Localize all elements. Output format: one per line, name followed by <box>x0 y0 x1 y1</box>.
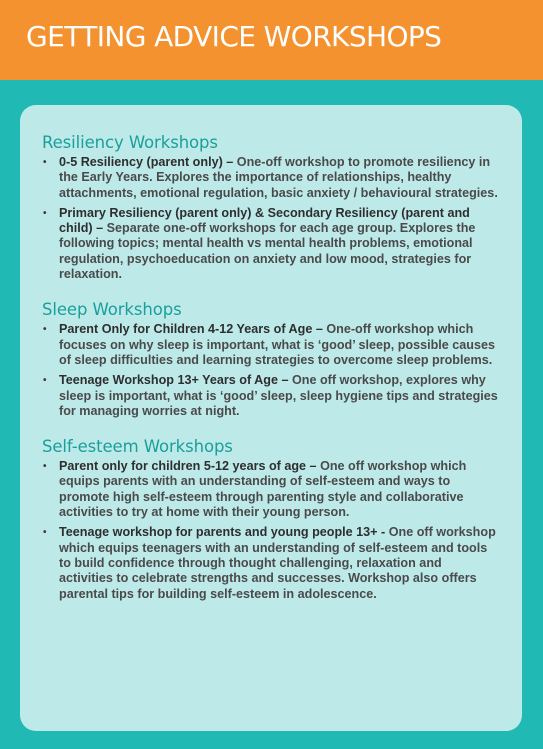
workshop-name: Parent Only for Children 4-12 Years of Age – <box>59 322 327 337</box>
workshop-name: Primary Resiliency (parent only) & Secondary Resiliency (parent and child) – <box>59 205 470 236</box>
list-item <box>42 459 498 520</box>
workshop-list <box>42 459 498 602</box>
section-sleep <box>42 300 498 419</box>
workshops-card <box>20 105 522 731</box>
page-header <box>0 0 543 80</box>
list-item <box>42 373 498 419</box>
workshop-name: 0-5 Resiliency (parent only) – <box>59 155 237 169</box>
section-resiliency <box>42 133 498 282</box>
workshop-list <box>42 322 498 419</box>
workshop-description: One-off workshop which focuses on why sleep is important, what is ‘good’ sleep, possible causes of sleep difficulties and learning strategies to overcome sleep problems. <box>59 322 496 367</box>
workshop-name: Teenage Workshop 13+ Years of Age – <box>59 373 292 388</box>
workshop-name: Parent only for children 5-12 years of age – <box>59 459 321 474</box>
list-item <box>42 206 498 282</box>
workshop-description: One off workshop, explores why sleep is important, what is ‘good’ sleep, sleep hygiene tips and strategies for managing worries at night. <box>59 373 498 418</box>
list-item <box>42 525 498 601</box>
workshop-description: One off workshop which equips teenagers with an understanding of self-esteem and tools to build confidence through thought challenging, relaxation and activities to celebrate strengths and successes. Workshop also offers parental tips for building self-esteem in adolescence. <box>59 525 496 601</box>
page-title: GETTING ADVICE WORKSHOPS <box>26 20 442 53</box>
section-title: Self-esteem Workshops <box>42 437 233 457</box>
workshop-name: Teenage workshop for parents and young people 13+ - <box>59 525 389 540</box>
section-title: Sleep Workshops <box>42 300 182 320</box>
section-title: Resiliency Workshops <box>42 133 218 152</box>
workshop-description: Separate one-off workshops for each age group. Explores the following topics; mental health vs mental health problems, emotional regulation, psychoeducation on anxiety and low mood, strategies for relaxation. <box>59 221 476 282</box>
list-item <box>42 155 498 201</box>
workshop-list <box>42 155 498 282</box>
workshop-description: One off workshop which equips parents with an understanding of self-esteem and ways to promote high self-esteem through parenting style and collaborative activities to try at home with their young person. <box>59 459 467 520</box>
section-self-esteem <box>42 437 498 602</box>
list-item <box>42 322 498 368</box>
workshop-description: One-off workshop to promote resiliency in the Early Years. Explores the importance of relationships, healthy attachments, emotional regulation, basic anxiety / behavioural strategies. <box>59 155 498 200</box>
